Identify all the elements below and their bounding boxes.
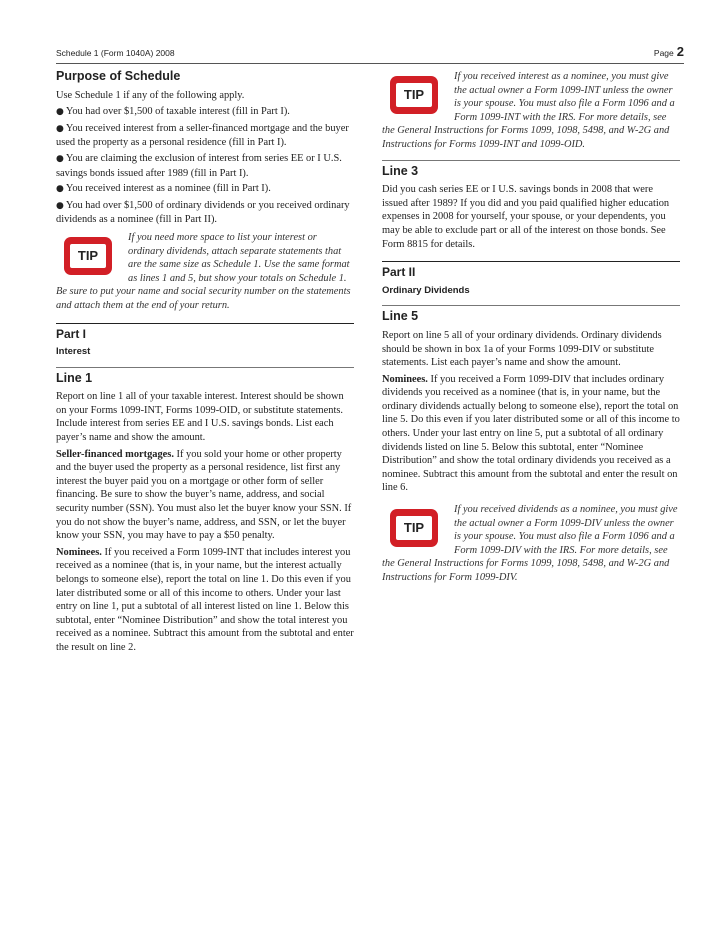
tip-label: TIP xyxy=(396,83,432,107)
line1-paragraph: Report on line 1 all of your taxable interest. Interest should be shown on your Forms 1099-INT, Forms 1099-OID, or substitute statements. Include interest from series EE and I U.S. savings bonds. List each payer’s name and show the amount. xyxy=(56,391,344,444)
tip-text: If you received dividends as a nominee, you must give the actual owner a Form 1099-DIV unless the owner is your spouse. You must also file a Form 1096 and a Form 1099-DIV with the IRS. For more details, see the General Instructions for Forms 1099, 1098, 5498, and W-2G and Instructions for Form 1099-DIV. xyxy=(382,504,678,583)
tip-block xyxy=(382,503,680,585)
line3-title: Line 3 xyxy=(382,163,419,178)
line3-paragraph: Did you cash series EE or I U.S. savings bonds in 2008 that were issued after 1989? If you did and you paid qualified higher education expenses in 2008 for yourself, your spouse, or your dependents, you may be able to exclude part or all of the interest on those bonds. See Form 8815 for details. xyxy=(382,184,670,250)
line5-section xyxy=(382,305,680,495)
left-column xyxy=(56,70,354,658)
seller-financed-lead: Seller-financed mortgages. xyxy=(56,448,174,460)
tip-block xyxy=(382,70,680,152)
tip-badge-wrap xyxy=(56,231,128,281)
nominees-paragraph: Nominees. If you received a Form 1099-DIV that includes ordinary dividends you received as a nominee (that is, in your name, but the ordinary dividends actually belong to someone else), report the total on line 5. Do this even if you later distributed some or all of this income to others. Under your last entry on line 5, put a subtotal of all ordinary dividends listed on line 5. Below this subtotal, enter “Nominee Distribution” and show the total ordinary dividends you received as a nominee. Subtract this amount from the subtotal and enter the result on line 6. xyxy=(382,373,680,494)
part2-subtitle: Ordinary Dividends xyxy=(382,284,470,296)
line3-section xyxy=(382,160,680,252)
line1-section xyxy=(56,367,354,655)
part2-title: Part II xyxy=(382,265,416,280)
bullet-dot-icon: ● xyxy=(56,153,64,164)
part2-section xyxy=(382,261,680,297)
purpose-bullet: ● You had over $1,500 of taxable interest (fill in Part I). xyxy=(56,106,290,118)
part1-section xyxy=(56,323,354,359)
tip-label: TIP xyxy=(70,244,106,268)
purpose-heading: Purpose of Schedule xyxy=(56,69,181,83)
page-header xyxy=(56,44,684,64)
line1-title: Line 1 xyxy=(56,370,93,385)
purpose-bullet: ● You received interest as a nominee (fill in Part I). xyxy=(56,183,271,195)
tip-badge-wrap xyxy=(382,503,454,553)
tip-badge-wrap xyxy=(382,70,454,120)
bullet-dot-icon: ● xyxy=(56,200,64,211)
purpose-bullet: ● You are claiming the exclusion of interest from series EE or I U.S. savings bonds issued after 1989 (fill in Part I). xyxy=(56,152,342,179)
tip-block xyxy=(56,231,354,313)
part1-title: Part I xyxy=(56,326,87,341)
tip-text: If you received interest as a nominee, you must give the actual owner a Form 1099-INT unless the owner is your spouse. You must also file a Form 1096 and a Form 1099-INT with the IRS. For more details, see the General Instructions for Forms 1099, 1098, 5498, and W-2G and Instructions for Forms 1099-INT and 1099-OID. xyxy=(382,71,675,150)
tip-text: If you need more space to list your interest or ordinary dividends, attach separate statements that are the same size as Schedule 1. Use the same format as lines 1 and 5, but show your totals on Schedule 1. Be sure to put your name and social security number on the statements and attach them at the end of your return. xyxy=(56,231,351,311)
bullet-dot-icon: ● xyxy=(56,123,64,134)
purpose-bullet: ● You had over $1,500 of ordinary dividends or you received ordinary dividends as a nominee (fill in Part II). xyxy=(56,199,350,226)
tip-icon xyxy=(64,237,112,275)
purpose-intro: Use Schedule 1 if any of the following apply. xyxy=(56,89,245,101)
line5-paragraph: Report on line 5 all of your ordinary dividends. Ordinary dividends should be shown in box 1a of your Forms 1099-DIV or substitute statements. List each payer’s name and show the amount. xyxy=(382,329,662,369)
header-page-number: Page 2 xyxy=(653,44,684,59)
nominees-lead: Nominees. xyxy=(382,373,428,385)
line5-title: Line 5 xyxy=(382,309,419,324)
right-column xyxy=(382,70,680,591)
nominees-lead: Nominees. xyxy=(56,546,102,558)
header-form-title: Schedule 1 (Form 1040A) 2008 xyxy=(56,48,175,58)
tip-icon xyxy=(390,76,438,114)
tip-label: TIP xyxy=(396,516,432,540)
bullet-dot-icon: ● xyxy=(56,184,64,195)
bullet-dot-icon: ● xyxy=(56,107,64,118)
purpose-bullet: ● You received interest from a seller-financed mortgage and the buyer used the property as a personal residence (fill in Part I). xyxy=(56,122,349,149)
seller-financed-paragraph: Seller-financed mortgages. If you sold your home or other property and the buyer used the property as a personal residence, list first any interest the buyer paid you on a mortgage or other form of seller financing. Be sure to show the buyer’s name, address, and social security number (SSN). You must also let the buyer know your SSN. If you do not show the buyer’s name, address, and SSN, or let the buyer know your SSN, you may have to pay a $50 penalty. xyxy=(56,448,352,542)
nominees-paragraph: Nominees. If you received a Form 1099-INT that includes interest you received as a nominee (that is, in your name, but the interest actually belongs to someone else), report the total on line 1. Do this even if you later distributed some or all of this income to others. Under your last entry on line 1, put a subtotal of all interest listed on line 1. Below this subtotal, enter “Nominee Distribution” and show the total interest you received as a nominee. Subtract this amount from the subtotal and enter the result on line 2. xyxy=(56,546,354,653)
tip-icon xyxy=(390,509,438,547)
part1-subtitle: Interest xyxy=(56,346,91,358)
